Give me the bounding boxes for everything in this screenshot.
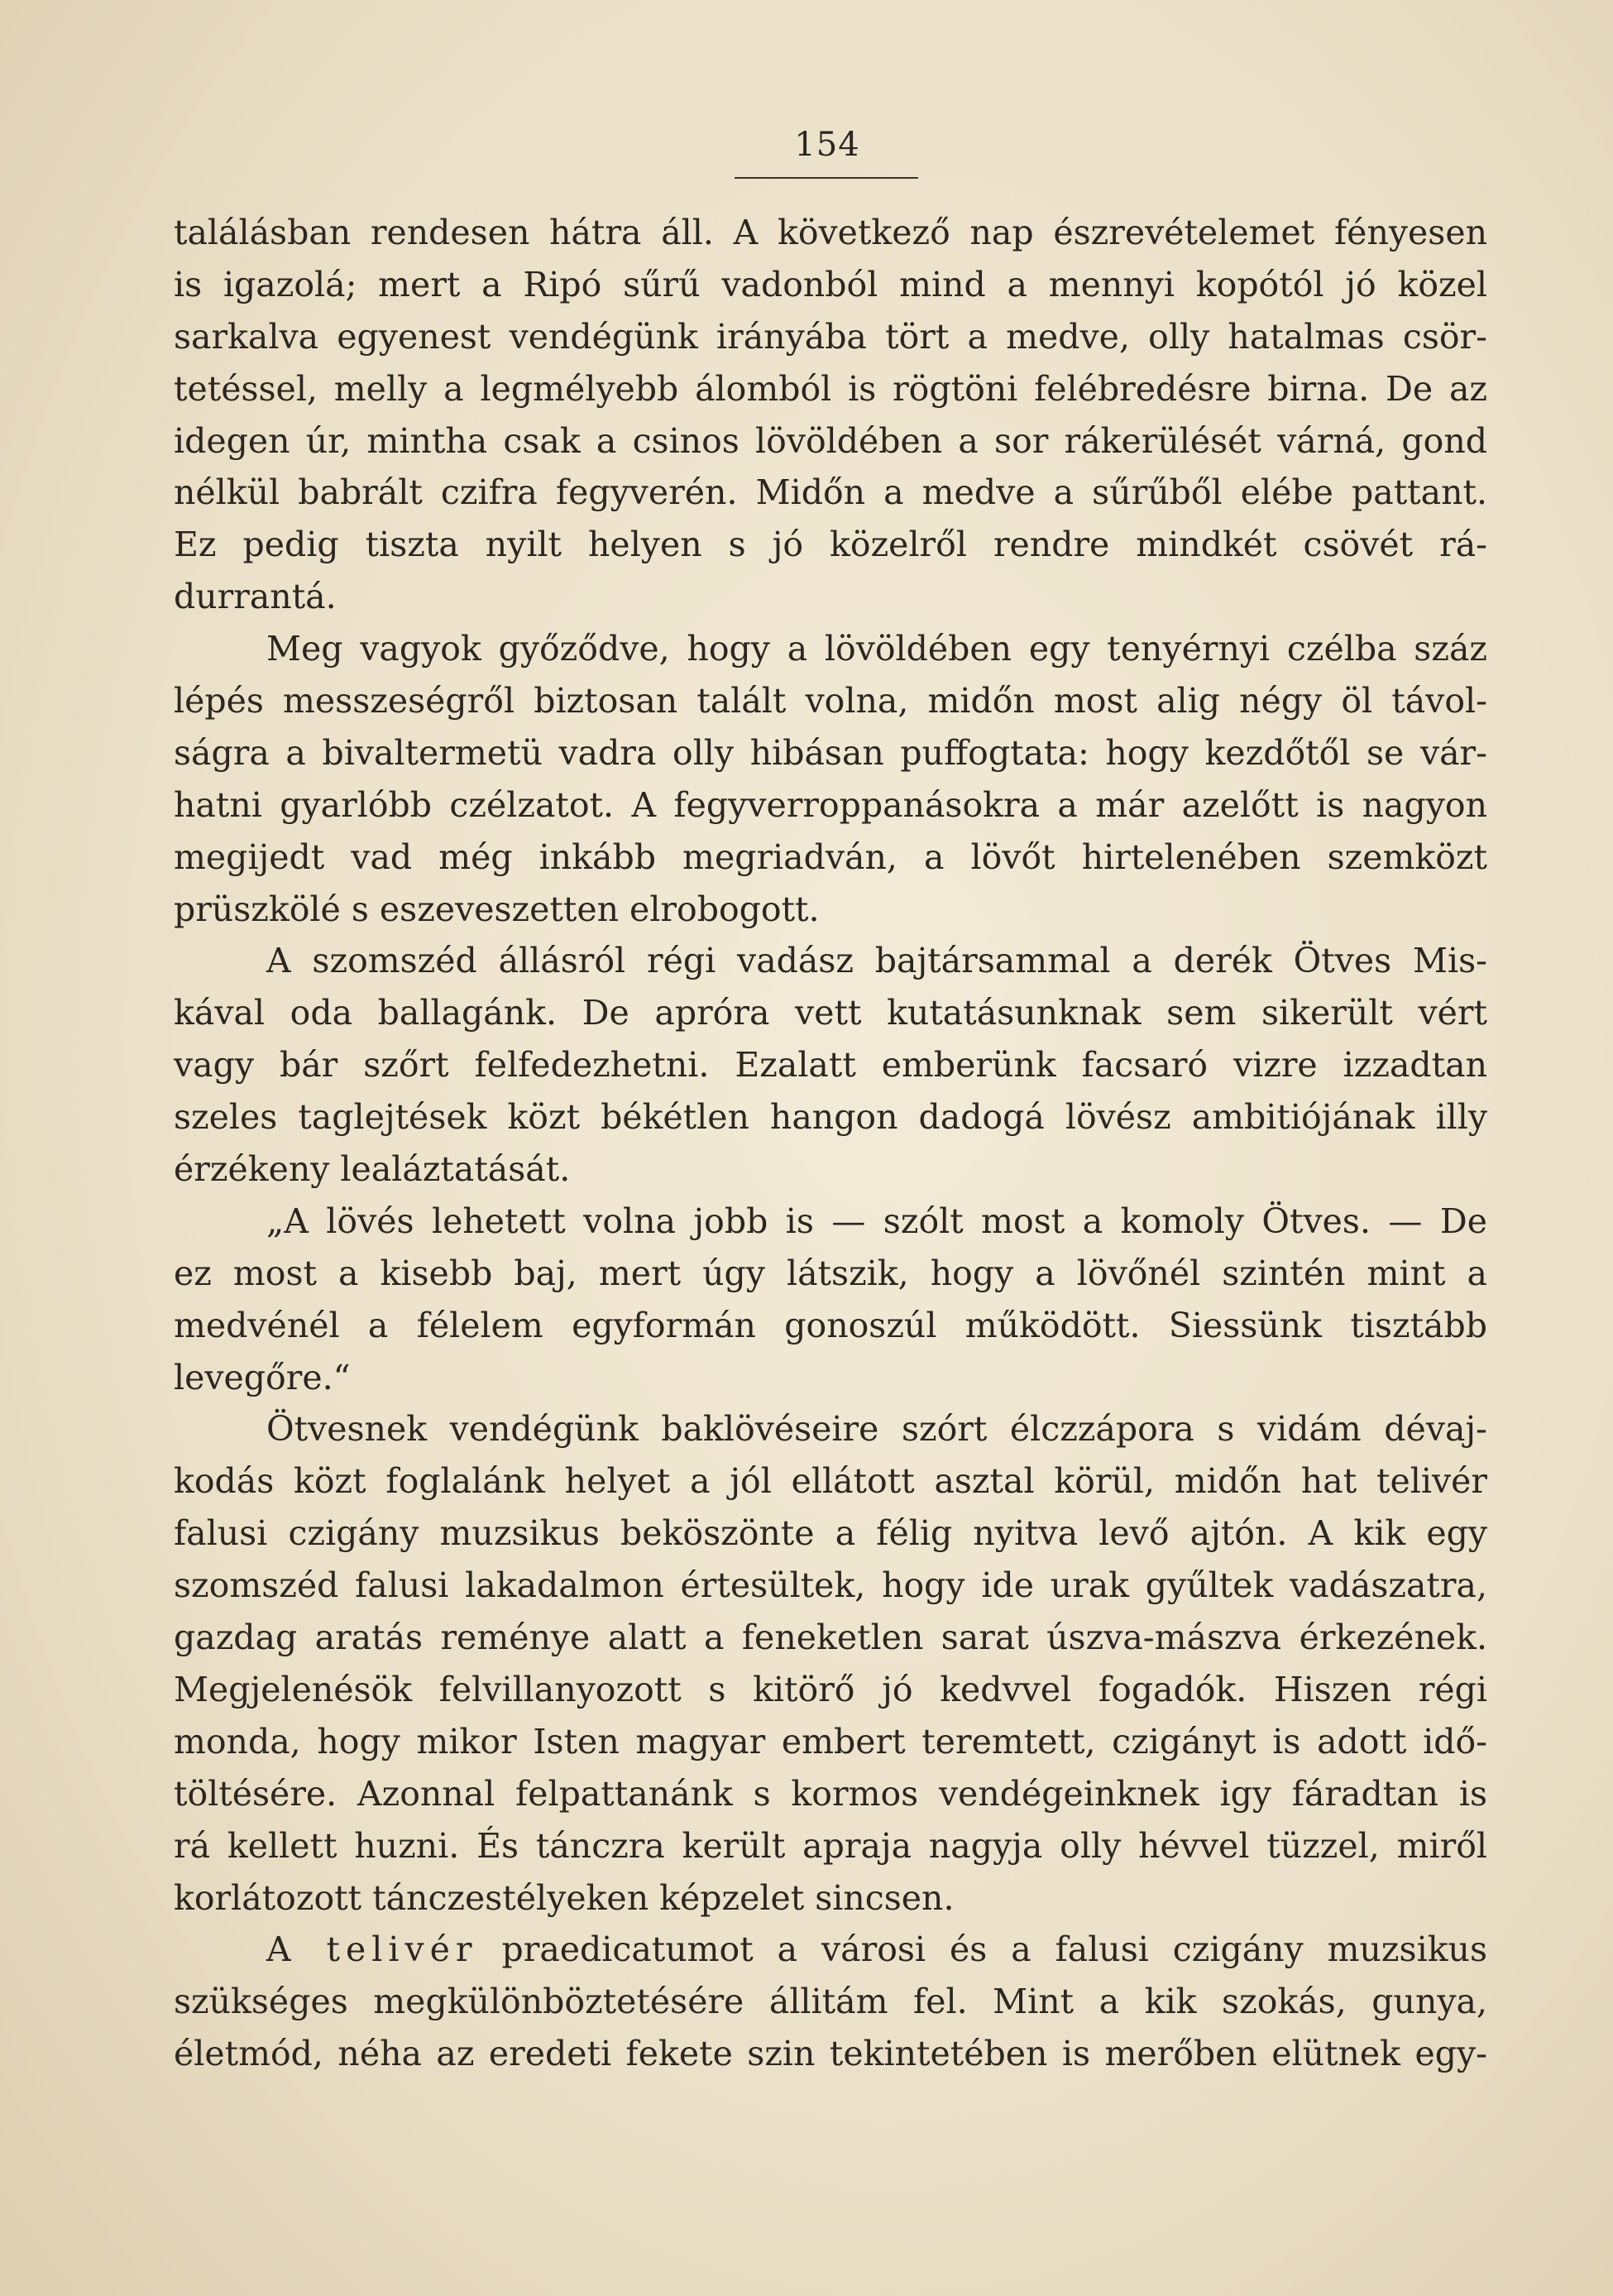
show-through-bleed (199, 2126, 1026, 2226)
text-line: töltésére. Azonnal felpattanánk s kormos vendégeinknek igy fáradtan is (174, 1773, 1487, 1814)
text-line: A szomszéd állásról régi vadász bajtársammal a derék Ötves Mis- (266, 941, 1487, 981)
text-line: hatni gyarlóbb czélzatot. A fegyverroppanásokra a már azelőtt is nagyon (174, 784, 1487, 825)
text-line: sarkalva egyenest vendégünk irányába tört a medve, olly hatalmas csör- (174, 316, 1487, 357)
text-line: medvénél a félelem egyformán gonoszúl működött. Siessünk tisztább (174, 1305, 1487, 1345)
text-line: korlátozott tánczestélyeken képzelet sincsen. (174, 1877, 955, 1918)
text-line: életmód, néha az eredeti fekete szin tekintetében is merőben elütnek egy- (174, 2034, 1487, 2074)
text-line: érzékeny lealáztatását. (174, 1149, 571, 1190)
text-line: megijedt vad még inkább megriadván, a lövőt hirtelenében szemközt (174, 836, 1487, 877)
text-line: idegen úr, mintha csak a csinos lövöldében a sor rákerülését várná, gond (174, 420, 1487, 461)
text-line: Meg vagyok győződve, hogy a lövöldében egy tenyérnyi czélba száz (266, 629, 1487, 669)
text-line: Ez pedig tiszta nyilt helyen s jó közelről rendre mindkét csövét rá- (174, 525, 1487, 565)
text-line: szomszéd falusi lakadalmon értesültek, hogy ide urak gyűltek vadászatra, (174, 1565, 1487, 1606)
text-line: Ötvesnek vendégünk baklövéseire szórt élczzápora s vidám dévaj- (266, 1409, 1487, 1450)
text-line: szeles taglejtések közt békétlen hangon dadogá lövész ambitiójának illy (174, 1097, 1487, 1138)
text-line: „A lövés lehetett volna jobb is — szólt most a komoly Ötves. — De (266, 1201, 1487, 1241)
text-line: szükséges megkülönböztetésére állitám fel. Mint a kik szokás, gunya, (174, 1982, 1487, 2022)
text-line: lépés messzeségről biztosan talált volna, midőn most alig négy öl távol- (174, 681, 1487, 721)
text-line: prüszkölé s eszeveszetten elrobogott. (174, 889, 820, 929)
text-line: kával oda ballagánk. De aprόra vett kutatásunknak sem sikerült vért (174, 993, 1487, 1033)
text-line: ságra a bivaltermetü vadra olly hibásan puffogtata: hogy kezdőtől se vár- (174, 732, 1487, 773)
text-line: kodás közt foglalánk helyet a jól ellátott asztal körül, midőn hat telivér (174, 1461, 1487, 1502)
text-line: falusi czigány muzsikus beköszönte a félig nyitva levő ajtón. A kik egy (174, 1513, 1487, 1554)
text-line: vagy bár szőrt felfedezhetni. Ezalatt emberünk facsaró vizre izzadtan (174, 1045, 1487, 1086)
text-line: levegőre.“ (174, 1357, 351, 1397)
text-line: Megjelenésök felvillanyozott s kitörő jó kedvvel fogadók. Hiszen régi (174, 1669, 1487, 1709)
text-line-rest: praedicatumot a városi és a falusi czigány muzsikus (501, 1929, 1487, 1970)
text-line: tetéssel, melly a legmélyebb álomból is rögtöni felébredésre birna. De az (174, 368, 1487, 409)
page-number-rule (735, 177, 918, 179)
text-line: gazdag aratás reménye alatt a feneketlen sarat úszva-mászva érkezének. (174, 1618, 1487, 1658)
page-number: 154 (794, 126, 860, 164)
text-line: rá kellett huzni. És tánczra került apraja nagyja olly hévvel tüzzel, miről (174, 1825, 1487, 1866)
text-line (174, 1924, 1487, 1976)
text-line: durrantá. (174, 577, 337, 617)
text-line: nélkül babrált czifra fegyverén. Midőn a medve a sűrűből elébe pattant. (174, 472, 1487, 513)
text-line: találásban rendesen hátra áll. A következő nap észrevételemet fényesen (174, 213, 1487, 252)
text-line: ez most a kisebb baj, mert úgy látszik, hogy a lövőnél szintén mint a (174, 1253, 1487, 1293)
text-line: is igazolá; mert a Ripó sűrű vadonból mind a mennyi kopótól jó közel (174, 264, 1487, 304)
body-text (174, 207, 1487, 2080)
spaced-emphasis: A telivér (266, 1929, 478, 1970)
text-line: monda, hogy mikor Isten magyar embert teremtett, czigányt is adott idő- (174, 1721, 1487, 1762)
